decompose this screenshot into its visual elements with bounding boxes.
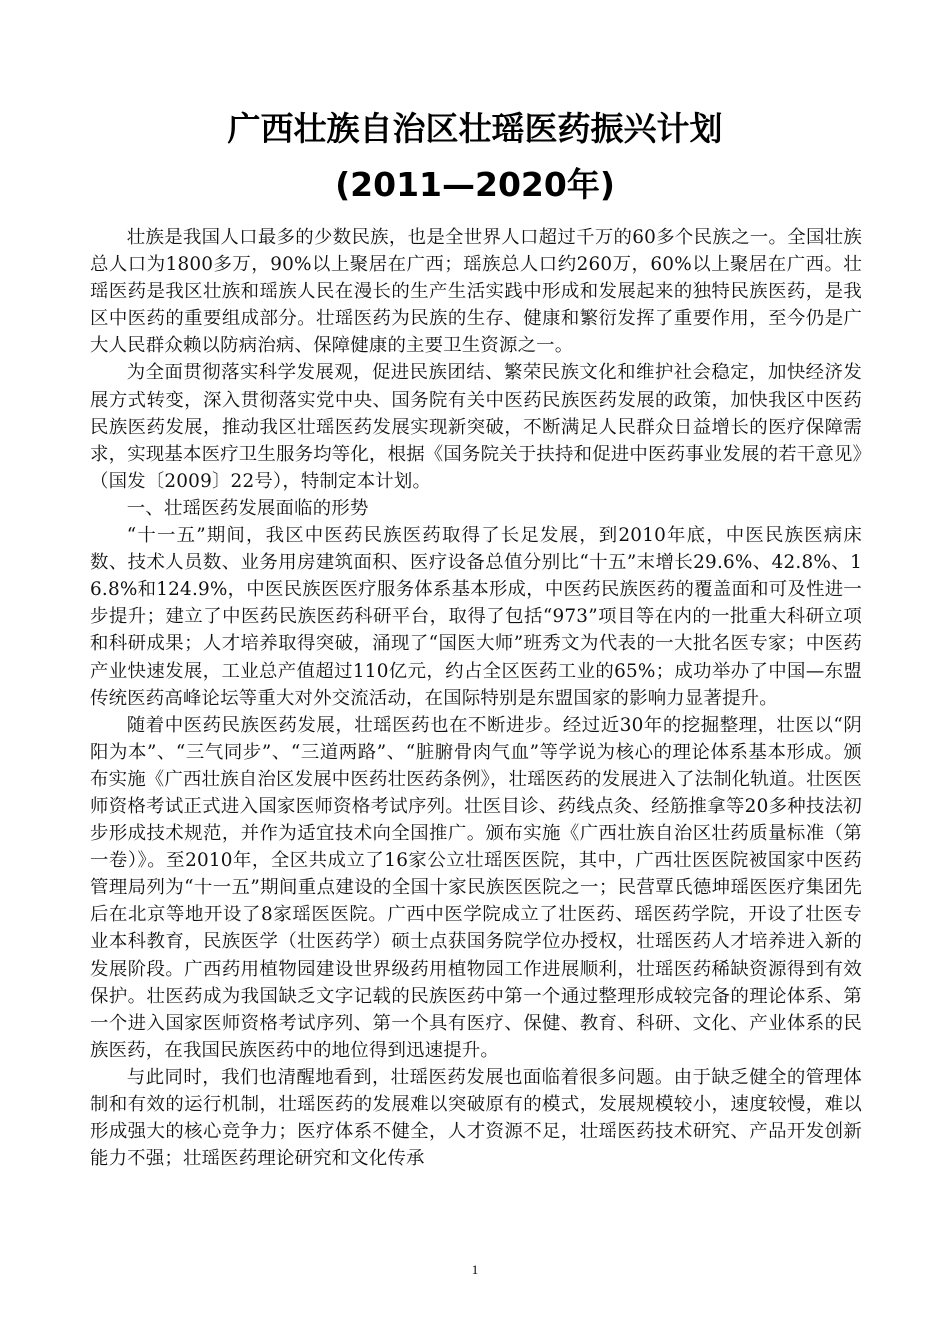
paragraph-purpose: 为全面贯彻落实科学发展观，促进民族团结、繁荣民族文化和维护社会稳定，加快经济发展方式转变，深入贯彻落实党中央、国务院有关中医药民族医药发展的政策，加快我区中医药民族医药发展，推动我区壮瑶医药发展实现新突破，不断满足人民群众日益增长的医疗保障需求，实现基本医疗卫生服务均等化，根据《国务院关于扶持和促进中医药事业发展的若干意见》（国发〔2009〕22号），特制定本计划。: [90, 362, 862, 492]
paragraph-problems: 与此同时，我们也清醒地看到，壮瑶医药发展也面临着很多问题。由于缺乏健全的管理体制和有效的运行机制，壮瑶医药的发展难以突破原有的模式，发展规模较小，速度较慢，难以形成强大的核心竞争力；医疗体系不健全，人才资源不足，壮瑶医药技术研究、产品开发创新能力不强；壮瑶医药理论研究和文化传承: [90, 1066, 862, 1170]
paragraph-achievements: “十一五”期间，我区中医药民族医药取得了长足发展，到2010年底，中医民族医病床数、技术人员数、业务用房建筑面积、医疗设备总值分别比“十五”末增长29.6%、42.8%、16.8%和124.9%，中医民族医医疗服务体系基本形成，中医药民族医药的覆盖面和可及性进一步提升；建立了中医药民族医药科研平台，取得了包括“973”项目等在内的一批重大科研立项和科研成果；人才培养取得突破，涌现了“国医大师”班秀文为代表的一大批名医专家；中医药产业快速发展，工业总产值超过110亿元，约占全区医药工业的65%；成功举办了中国—东盟传统医药高峰论坛等重大对外交流活动，在国际特别是东盟国家的影响力显著提升。: [90, 525, 862, 709]
paragraph-intro: 壮族是我国人口最多的少数民族，也是全世界人口超过千万的60多个民族之一。全国壮族总人口为1800多万，90%以上聚居在广西；瑶族总人口约260万，60%以上聚居在广西。壮瑶医药是我区壮族和瑶族人民在漫长的生产生活实践中形成和发展起来的独特民族医药，是我区中医药的重要组成部分。壮瑶医药为民族的生存、健康和繁衍发挥了重要作用，至今仍是广大人民群众赖以防病治病、保障健康的主要卫生资源之一。: [90, 227, 862, 357]
paragraph-progress: 随着中医药民族医药发展，壮瑶医药也在不断进步。经过近30年的挖掘整理，壮医以“阴阳为本”、“三气同步”、“三道两路”、“脏腑骨肉气血”等学说为核心的理论体系基本形成。颁布实施《广西壮族自治区发展中医药壮医药条例》，壮瑶医药的发展进入了法制化轨道。壮医医师资格考试正式进入国家医师资格考试序列。壮医目诊、药线点灸、经筋推拿等20多种技法初步形成技术规范，并作为适宜技术向全国推广。颁布实施《广西壮族自治区壮药质量标准（第一卷）》。至2010年，全区共成立了16家公立壮瑶医医院，其中，广西壮医医院被国家中医药管理局列为“十一五”期间重点建设的全国十家民族医医院之一；民营覃氏德坤瑶医医疗集团先后在北京等地开设了8家瑶医医院。广西中医学院成立了壮医药、瑶医药学院，开设了壮医专业本科教育，民族医学（壮医药学）硕士点获国务院学位办授权，壮瑶医药人才培养进入新的发展阶段。广西药用植物园建设世界级药用植物园工作进展顺利，壮瑶医药稀缺资源得到有效保护。壮医药成为我国缺乏文字记载的民族医药中第一个通过整理形成较完备的理论体系、第一个进入国家医师资格考试序列、第一个具有医疗、保健、教育、科研、文化、产业体系的民族医药，在我国民族医药中的地位得到迅速提升。: [90, 714, 862, 1061]
document-title: 广西壮族自治区壮瑶医药振兴计划: [227, 109, 723, 148]
document-subtitle-years: (2011—2020年): [335, 165, 615, 204]
section-heading-situation: 一、壮瑶医药发展面临的形势: [126, 497, 369, 519]
page-number: 1: [471, 1262, 479, 1277]
document-body: [90, 224, 862, 1172]
